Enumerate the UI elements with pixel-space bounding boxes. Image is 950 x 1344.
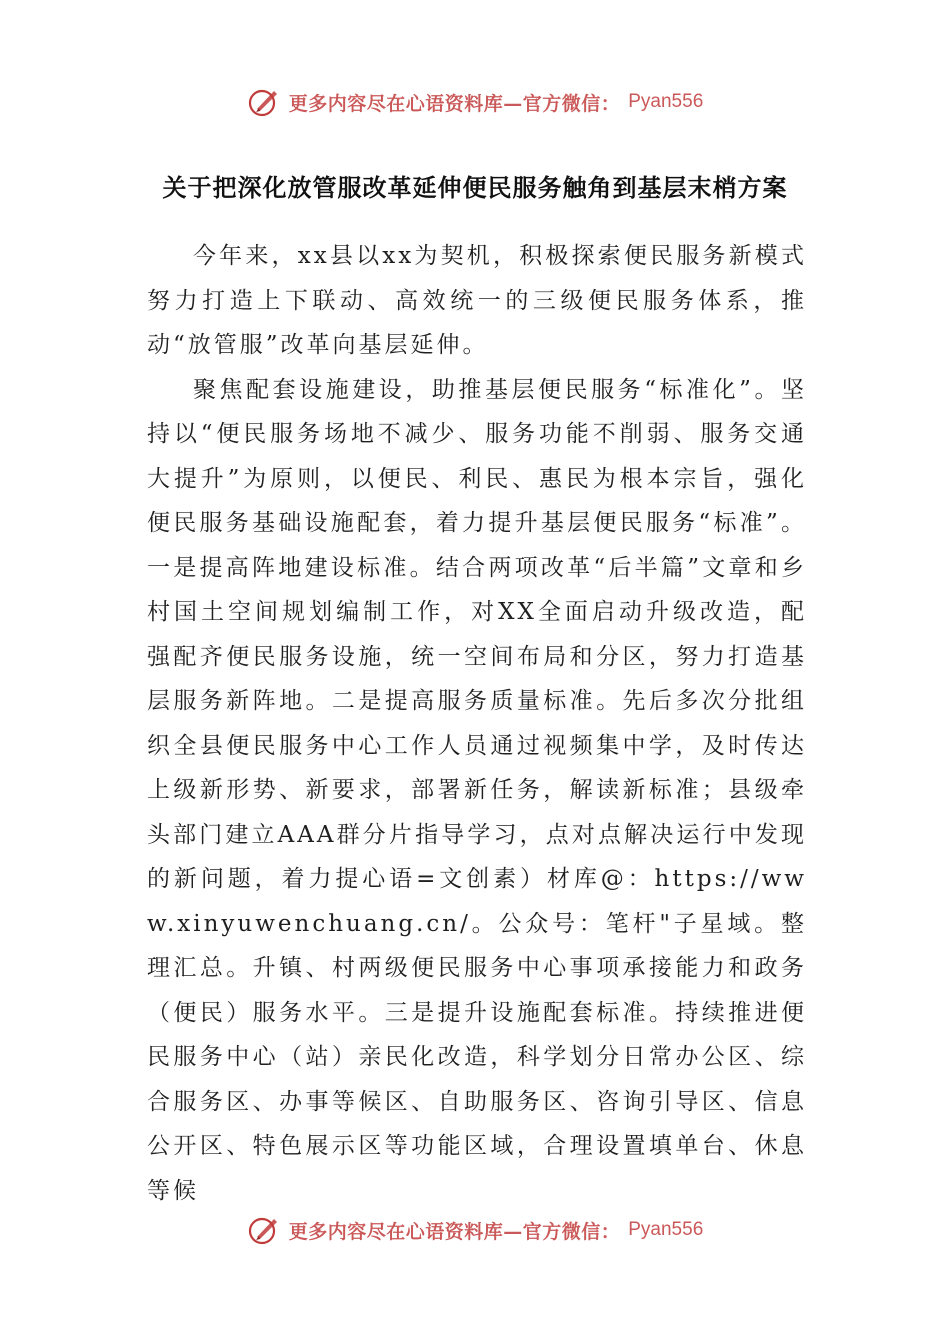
watermark-wechat-id: Pyan556 [628,1219,704,1240]
watermark-header [0,82,950,122]
watermark-text: 更多内容尽在心语资料库—官方微信： [288,1220,621,1243]
watermark-text: 更多内容尽在心语资料库—官方微信： [288,92,621,115]
document-body [147,234,807,1213]
quill-logo-icon [247,85,281,119]
quill-logo-icon [247,1213,281,1247]
watermark-footer [0,1210,950,1250]
paragraph: 聚焦配套设施建设，助推基层便民服务“标准化”。坚持以“便民服务场地不减少、服务功能不削弱、服务交通大提升”为原则，以便民、利民、惠民为根本宗旨，强化便民服务基础设施配套，着力提升基层便民服务“标准”。一是提高阵地建设标准。结合两项改革“后半篇”文章和乡村国土空间规划编制工作，对XX全面启动升级改造，配强配齐便民服务设施，统一空间布局和分区，努力打造基层服务新阵地。二是提高服务质量标准。先后多次分批组织全县便民服务中心工作人员通过视频集中学，及时传达上级新形势、新要求，部署新任务，解读新标准；县级牵头部门建立AAA群分片指导学习，点对点解决运行中发现的新问题，着力提心语=文创素）材库@：https://www.xinyuwenchuang.cn/。公众号：笔杆"子星域。整理汇总。升镇、村两级便民服务中心事项承接能力和政务（便民）服务水平。三是提升设施配套标准。持续推进便民服务中心（站）亲民化改造，科学划分日常办公区、综合服务区、办事等候区、自助服务区、咨询引导区、信息公开区、特色展示区等功能区域，合理设置填单台、休息等候 [147,376,807,1204]
paragraph: 今年来，xx县以xx为契机，积极探索便民服务新模式努力打造上下联动、高效统一的三级便民服务体系，推动“放管服”改革向基层延伸。 [147,243,807,358]
document-title: 关于把深化放管服改革延伸便民服务触角到基层末梢方案 [162,173,788,202]
watermark-wechat-id: Pyan556 [628,91,704,112]
